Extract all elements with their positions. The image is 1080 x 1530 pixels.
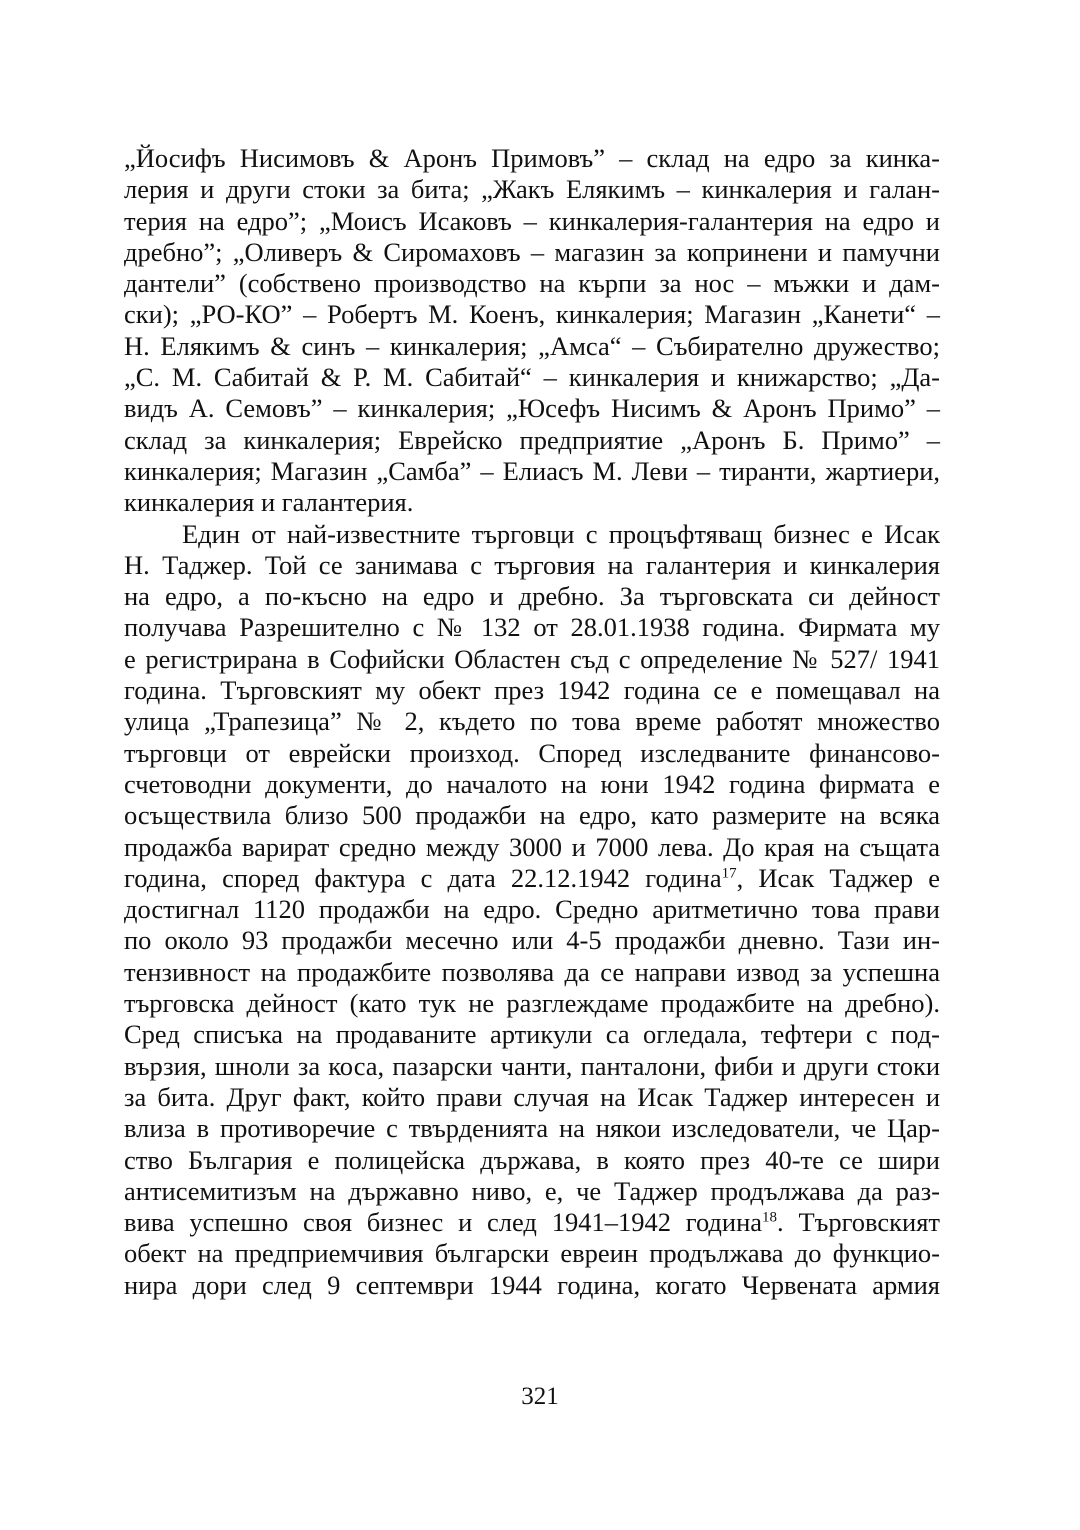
text-line: улица „Трапезица” № 2, където по това време работят множество xyxy=(124,706,940,737)
text-line: антисемитизъм на държавно ниво, е, че Таджер продължава да раз- xyxy=(124,1175,940,1206)
text-line: за бита. Друг факт, който прави случая на Исак Таджер интересен и xyxy=(124,1081,940,1112)
text-line: продажба варират средно между 3000 и 7000 лева. До края на същата xyxy=(124,831,940,862)
text-line: кинкалерия; Магазин „Самба” – Елиасъ М. Леви – тиранти, жартиери, xyxy=(124,455,940,486)
text-line: Сред списъка на продаваните артикули са огледала, тефтери с под- xyxy=(124,1019,940,1050)
text-line: склад за кинкалерия; Еврейско предприятие „Аронъ Б. Примо” – xyxy=(124,424,940,455)
page-number: 321 xyxy=(521,1383,559,1410)
text-segment: , Исак Таджер е xyxy=(736,862,940,893)
text-line: получава Разрешително с № 132 от 28.01.1938 година. Фирмата му xyxy=(124,612,940,643)
text-line: е регистрирана в Софийски Областен съд с определение № 527/ 1941 xyxy=(124,643,940,674)
text-line: дантели” (собствено производство на кърпи за нос – мъжки и дам- xyxy=(124,268,940,299)
text-line-with-footnote xyxy=(124,863,940,894)
text-segment: . Търговският xyxy=(777,1207,940,1238)
text-segment: година, според фактура с дата 22.12.1942 година xyxy=(124,862,722,893)
text-line: вързия, шноли за коса, пазарски чанти, панталони, фиби и други стоки xyxy=(124,1050,940,1081)
body-text xyxy=(124,143,940,1301)
paragraph-firm-list xyxy=(124,143,940,519)
footnote-ref-17[interactable]: 17 xyxy=(721,865,737,882)
text-line: терия на едро”; „Моисъ Исаковъ – кинкалерия-галантерия на едро и xyxy=(124,205,940,236)
text-line: на едро, а по-късно на едро и дребно. За търговската си дейност xyxy=(124,581,940,612)
text-line: обект на предприемчивия български евреин продължава до функцио- xyxy=(124,1238,940,1269)
text-line: година. Търговският му обект през 1942 година се е помещавал на xyxy=(124,675,940,706)
text-line: кинкалерия и галантерия. xyxy=(124,487,414,518)
text-line: нира дори след 9 септември 1944 година, когато Червената армия xyxy=(124,1269,940,1300)
text-line: по около 93 продажби месечно или 4-5 продажби дневно. Тази ин- xyxy=(124,925,940,956)
text-line: търговци от еврейски произход. Според изследваните финансово- xyxy=(124,737,940,768)
text-segment: вива успешно своя бизнес и след 1941–1942 година xyxy=(124,1207,763,1238)
text-line: ство България е полицейска държава, в която през 40-те се шири xyxy=(124,1144,940,1175)
text-line: дребно”; „Оливеръ & Сиромаховъ – магазин за копринени и памучни xyxy=(124,236,940,267)
text-line: видъ А. Семовъ” – кинкалерия; „Юсефъ Нисимъ & Аронъ Примо” – xyxy=(124,393,940,424)
text-line: влиза в противоречие с твърденията на някои изследователи, че Цар- xyxy=(124,1113,940,1144)
paragraph-isak-tadzher xyxy=(124,519,940,1301)
footnote-ref-18[interactable]: 18 xyxy=(762,1209,778,1226)
text-line: Един от най-известните търговци с процъфтяващ бизнес е Исак xyxy=(182,518,940,549)
text-line-with-footnote xyxy=(124,1207,940,1238)
text-line: търговска дейност (като тук не разглеждаме продажбите на дребно). xyxy=(124,988,940,1019)
text-line: достигнал 1120 продажби на едро. Средно аритметично това прави xyxy=(124,894,940,925)
text-line: Н. Таджер. Той се занимава с търговия на галантерия и кинкалерия xyxy=(124,549,940,580)
text-line: осъществила близо 500 продажби на едро, като размерите на всяка xyxy=(124,800,940,831)
text-line: ски); „РО-КО” – Робертъ М. Коенъ, кинкалерия; Магазин „Канети“ – xyxy=(124,299,940,330)
text-line: Н. Елякимъ & синъ – кинкалерия; „Амса“ – Събирателно дружество; xyxy=(124,330,940,361)
text-line: счетоводни документи, до началото на юни 1942 година фирмата е xyxy=(124,768,940,799)
text-line: лерия и други стоки за бита; „Жакъ Елякимъ – кинкалерия и галан- xyxy=(124,174,940,205)
text-line: тензивност на продажбите позволява да се направи извод за успешна xyxy=(124,956,940,987)
text-line: „Йосифъ Нисимовъ & Аронъ Примовъ” – склад на едро за кинка- xyxy=(124,143,940,173)
text-line: „С. М. Сабитай & Р. М. Сабитай“ – кинкалерия и книжарство; „Да- xyxy=(124,362,940,393)
